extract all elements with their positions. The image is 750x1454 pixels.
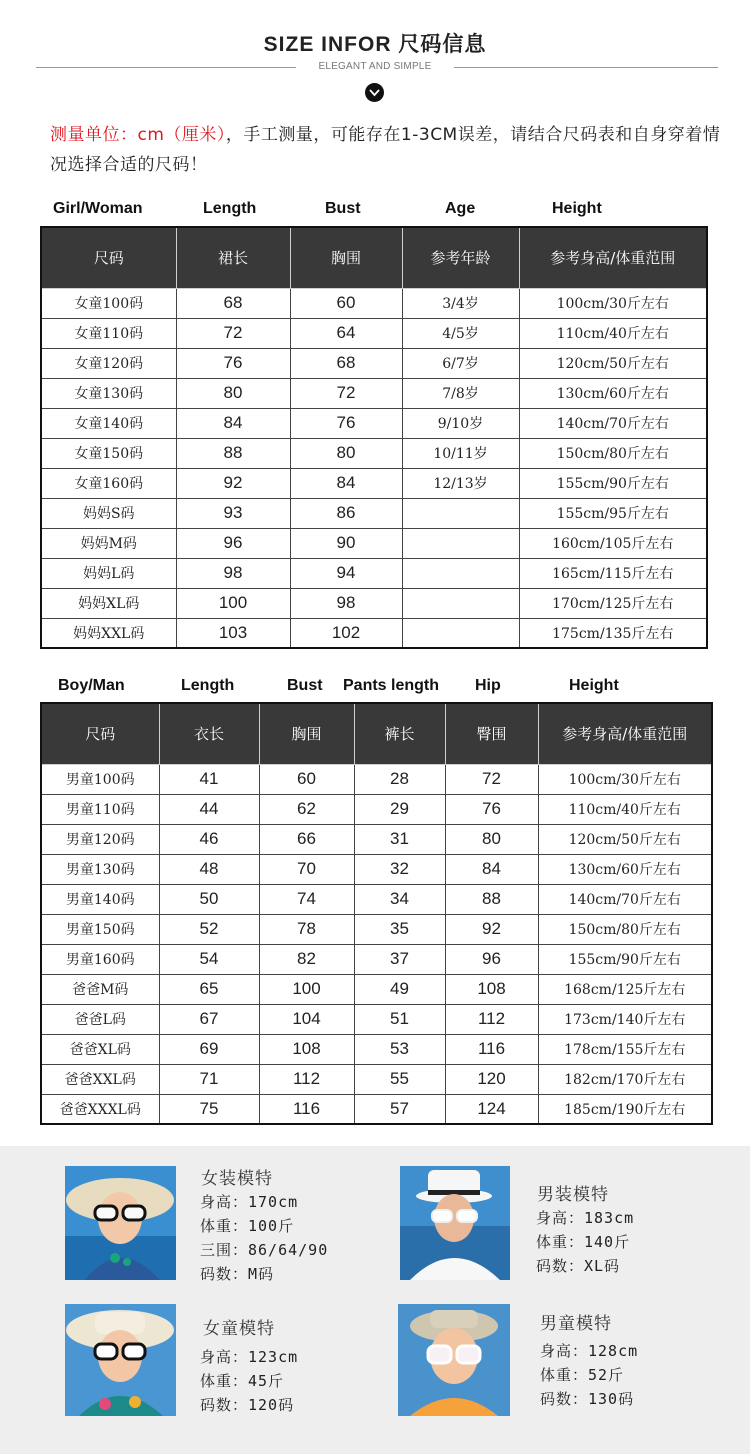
table-row	[41, 914, 712, 944]
table-cell: 57	[354, 1094, 445, 1124]
table-cell: 124	[445, 1094, 538, 1124]
girls-title-age: Age	[445, 200, 476, 217]
table-cell: 51	[354, 1004, 445, 1034]
table-cell: 68	[176, 288, 290, 318]
girls-title-height: Height	[552, 200, 602, 217]
table-cell: 76	[290, 408, 402, 438]
header-cell: 尺码	[41, 703, 159, 764]
measurement-note	[50, 120, 730, 180]
table-cell: 28	[354, 764, 445, 794]
table-cell: 140cm/70斤左右	[538, 884, 712, 914]
mens-model-title: 男装模特	[537, 1185, 609, 1205]
table-cell: 34	[354, 884, 445, 914]
table-cell: 100cm/30斤左右	[538, 764, 712, 794]
mens-model-height: 身高：183cm	[536, 1209, 635, 1227]
table-cell: 71	[159, 1064, 259, 1094]
table-cell: 44	[159, 794, 259, 824]
girls-model-height: 身高：123cm	[200, 1348, 299, 1366]
table-row	[41, 408, 707, 438]
table-cell: 60	[290, 288, 402, 318]
girls-column-titles	[0, 200, 750, 224]
womens-model-size: 码数：M码	[200, 1265, 275, 1283]
table-cell: 103	[176, 618, 290, 648]
table-row	[41, 824, 712, 854]
model-info-section	[0, 1146, 750, 1454]
table-cell: 112	[259, 1064, 354, 1094]
boys-title-height: Height	[569, 677, 619, 694]
chevron-down-icon	[365, 83, 384, 102]
mens-model-photo	[400, 1166, 510, 1280]
table-header-row	[41, 227, 707, 288]
table-cell: 155cm/95斤左右	[519, 498, 707, 528]
table-row	[41, 1094, 712, 1124]
boys-model-height: 身高：128cm	[540, 1342, 639, 1360]
table-cell: 46	[159, 824, 259, 854]
table-cell: 100	[176, 588, 290, 618]
table-cell: 80	[176, 378, 290, 408]
table-cell: 92	[176, 468, 290, 498]
size-cell: 男童130码	[41, 854, 159, 884]
measurement-note-text: ，手工测量，可能存在1-3CM误差，请结合尺码表和自身穿着情况选择合适的尺码！	[50, 125, 721, 175]
girls-title: Girl/Woman	[53, 200, 143, 217]
size-cell: 妈妈XL码	[41, 588, 176, 618]
table-cell: 185cm/190斤左右	[538, 1094, 712, 1124]
header-cell: 臀围	[445, 703, 538, 764]
size-cell: 男童140码	[41, 884, 159, 914]
table-cell: 90	[290, 528, 402, 558]
boys-column-titles	[0, 677, 750, 701]
size-cell: 妈妈L码	[41, 558, 176, 588]
table-cell: 3/4岁	[402, 288, 519, 318]
table-row	[41, 1004, 712, 1034]
girls-title-bust: Bust	[325, 200, 361, 217]
table-cell: 72	[290, 378, 402, 408]
boys-model-photo	[398, 1304, 510, 1416]
header-cell: 尺码	[41, 227, 176, 288]
table-cell: 170cm/125斤左右	[519, 588, 707, 618]
table-cell: 52	[159, 914, 259, 944]
table-cell: 155cm/90斤左右	[519, 468, 707, 498]
table-cell: 150cm/80斤左右	[538, 914, 712, 944]
womens-model-weight: 体重：100斤	[200, 1217, 295, 1235]
table-cell: 102	[290, 618, 402, 648]
table-row	[41, 288, 707, 318]
mens-model-weight: 体重：140斤	[536, 1233, 631, 1251]
size-cell: 男童100码	[41, 764, 159, 794]
table-row	[41, 468, 707, 498]
table-cell: 140cm/70斤左右	[519, 408, 707, 438]
boys-model-weight: 体重：52斤	[540, 1366, 625, 1384]
table-cell: 120	[445, 1064, 538, 1094]
table-cell	[402, 528, 519, 558]
size-cell: 男童120码	[41, 824, 159, 854]
table-cell: 100	[259, 974, 354, 1004]
table-cell: 29	[354, 794, 445, 824]
size-cell: 女童120码	[41, 348, 176, 378]
table-cell: 92	[445, 914, 538, 944]
table-row	[41, 378, 707, 408]
table-cell: 98	[176, 558, 290, 588]
table-cell: 74	[259, 884, 354, 914]
table-cell: 104	[259, 1004, 354, 1034]
table-row	[41, 348, 707, 378]
boys-title: Boy/Man	[58, 677, 125, 694]
size-cell: 男童150码	[41, 914, 159, 944]
table-cell: 88	[176, 438, 290, 468]
table-cell: 41	[159, 764, 259, 794]
table-cell: 112	[445, 1004, 538, 1034]
table-row	[41, 318, 707, 348]
table-cell: 4/5岁	[402, 318, 519, 348]
table-cell	[402, 558, 519, 588]
table-cell: 7/8岁	[402, 378, 519, 408]
table-cell: 76	[176, 348, 290, 378]
table-cell: 37	[354, 944, 445, 974]
table-cell: 72	[176, 318, 290, 348]
table-cell	[402, 498, 519, 528]
header-divider-left	[36, 67, 296, 68]
table-cell: 35	[354, 914, 445, 944]
size-cell: 妈妈S码	[41, 498, 176, 528]
table-cell: 66	[259, 824, 354, 854]
table-cell: 10/11岁	[402, 438, 519, 468]
table-cell: 120cm/50斤左右	[538, 824, 712, 854]
table-cell: 67	[159, 1004, 259, 1034]
table-cell: 31	[354, 824, 445, 854]
size-cell: 女童150码	[41, 438, 176, 468]
size-cell: 爸爸M码	[41, 974, 159, 1004]
size-cell: 爸爸XL码	[41, 1034, 159, 1064]
table-cell: 62	[259, 794, 354, 824]
size-cell: 女童140码	[41, 408, 176, 438]
table-cell: 96	[176, 528, 290, 558]
table-cell: 150cm/80斤左右	[519, 438, 707, 468]
girls-model-size: 码数：120码	[200, 1396, 295, 1414]
header-cell: 参考年龄	[402, 227, 519, 288]
womens-model-photo	[65, 1166, 176, 1280]
page-subtitle: ELEGANT AND SIMPLE	[318, 61, 432, 72]
table-cell: 12/13岁	[402, 468, 519, 498]
girls-title-length: Length	[203, 200, 257, 217]
table-cell: 108	[259, 1034, 354, 1064]
header-cell: 参考身高/体重范围	[538, 703, 712, 764]
table-cell: 65	[159, 974, 259, 1004]
table-cell: 64	[290, 318, 402, 348]
table-cell: 110cm/40斤左右	[538, 794, 712, 824]
header-cell: 胸围	[290, 227, 402, 288]
table-row	[41, 1034, 712, 1064]
header-cell: 参考身高/体重范围	[519, 227, 707, 288]
table-header-row	[41, 703, 712, 764]
table-cell: 86	[290, 498, 402, 528]
girls-size-table	[40, 226, 708, 649]
table-cell: 49	[354, 974, 445, 1004]
girls-model-weight: 体重：45斤	[200, 1372, 285, 1390]
size-cell: 女童160码	[41, 468, 176, 498]
table-cell: 160cm/105斤左右	[519, 528, 707, 558]
measurement-unit-text: 测量单位：cm（厘米）	[50, 125, 226, 145]
table-cell: 175cm/135斤左右	[519, 618, 707, 648]
table-cell: 168cm/125斤左右	[538, 974, 712, 1004]
table-cell: 55	[354, 1064, 445, 1094]
table-cell: 70	[259, 854, 354, 884]
table-cell: 120cm/50斤左右	[519, 348, 707, 378]
table-row	[41, 438, 707, 468]
size-cell: 爸爸XXXL码	[41, 1094, 159, 1124]
header-cell: 衣长	[159, 703, 259, 764]
table-row	[41, 528, 707, 558]
size-cell: 女童100码	[41, 288, 176, 318]
table-cell: 182cm/170斤左右	[538, 1064, 712, 1094]
table-cell: 130cm/60斤左右	[538, 854, 712, 884]
table-cell: 94	[290, 558, 402, 588]
size-cell: 妈妈XXL码	[41, 618, 176, 648]
table-cell: 110cm/40斤左右	[519, 318, 707, 348]
boys-title-hip: Hip	[475, 677, 501, 694]
womens-model-height: 身高：170cm	[200, 1193, 299, 1211]
table-cell: 6/7岁	[402, 348, 519, 378]
table-cell: 48	[159, 854, 259, 884]
header-cell: 胸围	[259, 703, 354, 764]
table-row	[41, 794, 712, 824]
table-cell: 116	[259, 1094, 354, 1124]
boys-model-title: 男童模特	[540, 1314, 612, 1334]
table-cell: 53	[354, 1034, 445, 1064]
boys-model-size: 码数：130码	[540, 1390, 635, 1408]
table-cell: 116	[445, 1034, 538, 1064]
table-cell: 80	[445, 824, 538, 854]
table-cell: 84	[290, 468, 402, 498]
table-row	[41, 944, 712, 974]
girls-model-title: 女童模特	[203, 1319, 275, 1339]
table-row	[41, 558, 707, 588]
boys-size-table	[40, 702, 713, 1125]
table-cell: 173cm/140斤左右	[538, 1004, 712, 1034]
table-cell: 68	[290, 348, 402, 378]
size-cell: 女童130码	[41, 378, 176, 408]
table-cell: 165cm/115斤左右	[519, 558, 707, 588]
size-cell: 男童110码	[41, 794, 159, 824]
table-cell: 100cm/30斤左右	[519, 288, 707, 318]
table-cell: 178cm/155斤左右	[538, 1034, 712, 1064]
table-cell: 88	[445, 884, 538, 914]
header-cell: 裤长	[354, 703, 445, 764]
table-cell: 80	[290, 438, 402, 468]
boys-title-bust: Bust	[287, 677, 323, 694]
size-cell: 女童110码	[41, 318, 176, 348]
table-cell: 72	[445, 764, 538, 794]
table-row	[41, 974, 712, 1004]
table-cell: 54	[159, 944, 259, 974]
table-cell: 76	[445, 794, 538, 824]
header-cell: 裙长	[176, 227, 290, 288]
table-cell: 82	[259, 944, 354, 974]
size-cell: 男童160码	[41, 944, 159, 974]
table-cell: 84	[445, 854, 538, 884]
size-cell: 爸爸XXL码	[41, 1064, 159, 1094]
table-cell: 84	[176, 408, 290, 438]
table-cell: 69	[159, 1034, 259, 1064]
table-cell: 108	[445, 974, 538, 1004]
table-cell: 93	[176, 498, 290, 528]
header-divider-right	[454, 67, 718, 68]
womens-model-measurements: 三围：86/64/90	[200, 1241, 329, 1259]
table-row	[41, 498, 707, 528]
table-cell: 155cm/90斤左右	[538, 944, 712, 974]
table-cell: 78	[259, 914, 354, 944]
table-cell	[402, 588, 519, 618]
table-row	[41, 764, 712, 794]
table-cell: 98	[290, 588, 402, 618]
table-cell: 50	[159, 884, 259, 914]
size-cell: 爸爸L码	[41, 1004, 159, 1034]
table-row	[41, 588, 707, 618]
table-cell: 32	[354, 854, 445, 884]
girls-model-photo	[65, 1304, 176, 1416]
table-row	[41, 884, 712, 914]
table-cell	[402, 618, 519, 648]
page-header	[0, 0, 750, 110]
table-cell: 96	[445, 944, 538, 974]
table-cell: 9/10岁	[402, 408, 519, 438]
size-cell: 妈妈M码	[41, 528, 176, 558]
page-title: SIZE INFOR 尺码信息	[263, 33, 487, 56]
boys-title-pants-length: Pants length	[343, 677, 440, 694]
womens-model-title: 女装模特	[201, 1169, 273, 1189]
table-row	[41, 1064, 712, 1094]
table-cell: 130cm/60斤左右	[519, 378, 707, 408]
mens-model-size: 码数：XL码	[536, 1257, 621, 1275]
table-row	[41, 618, 707, 648]
table-cell: 60	[259, 764, 354, 794]
table-cell: 75	[159, 1094, 259, 1124]
boys-title-length: Length	[181, 677, 235, 694]
table-row	[41, 854, 712, 884]
